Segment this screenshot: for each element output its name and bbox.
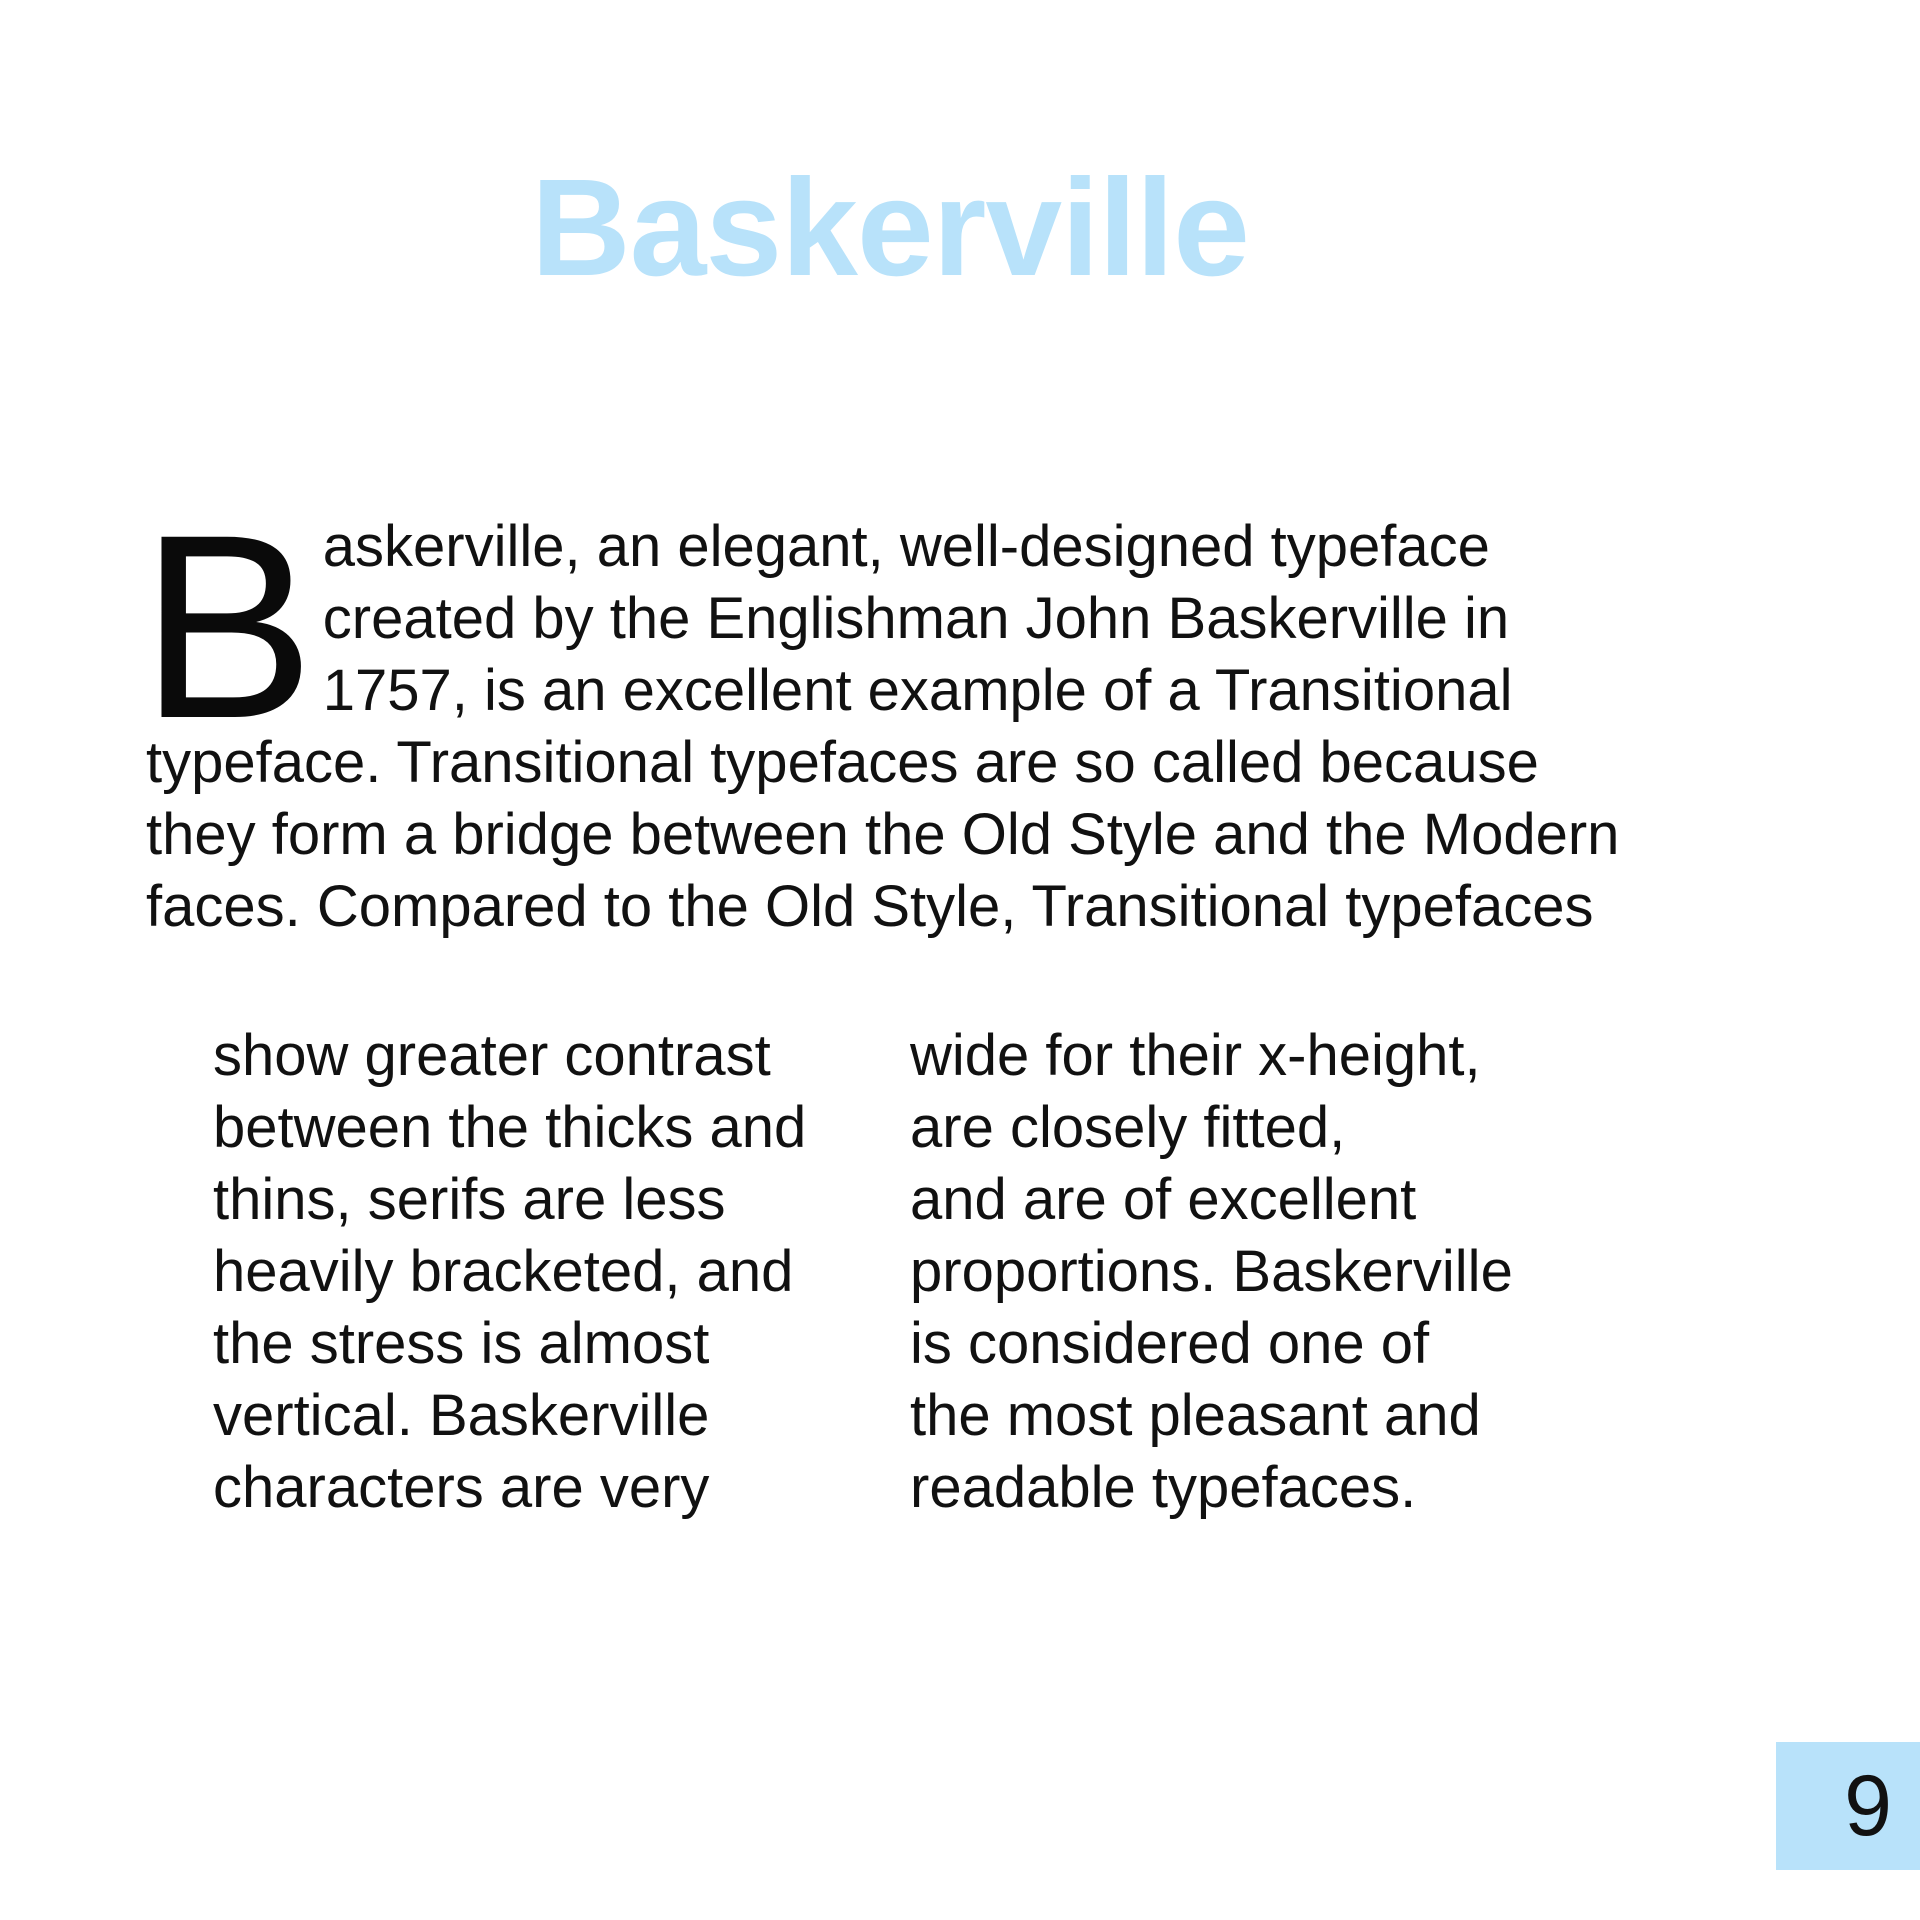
intro-line: they form a bridge between the Old Style and the Modern <box>146 802 1620 867</box>
column-line: show greater contrast <box>213 1023 771 1088</box>
column-line: heavily bracketed, and <box>213 1239 794 1304</box>
intro-line: typeface. Transitional typefaces are so called because <box>146 730 1539 795</box>
column-line: is considered one of <box>910 1311 1430 1376</box>
column-line: the stress is almost <box>213 1311 710 1376</box>
intro-line: faces. Compared to the Old Style, Transitional typefaces <box>146 874 1594 939</box>
intro-line: created by the Englishman John Baskerville in <box>322 586 1510 651</box>
drop-cap: B <box>140 480 315 773</box>
column-line: vertical. Baskerville <box>213 1383 710 1448</box>
page-number-box <box>1776 1742 1920 1870</box>
page-number: 9 <box>1844 1758 1892 1854</box>
column-line: between the thicks and <box>213 1095 807 1160</box>
column-line: proportions. Baskerville <box>910 1239 1513 1304</box>
right-text-column <box>910 1020 1513 1524</box>
column-line: wide for their x-height, <box>910 1023 1481 1088</box>
intro-line: 1757, is an excellent example of a Transitional <box>322 658 1513 723</box>
intro-paragraph <box>140 480 1706 943</box>
left-text-column <box>213 1020 806 1524</box>
column-line: are closely fitted, <box>910 1095 1346 1160</box>
column-line: and are of excellent <box>910 1167 1417 1232</box>
column-line: thins, serifs are less <box>213 1167 726 1232</box>
column-line: the most pleasant and <box>910 1383 1481 1448</box>
column-line: readable typefaces. <box>910 1455 1417 1520</box>
column-line: characters are very <box>213 1455 710 1520</box>
page-title: Baskerville <box>531 151 1249 305</box>
intro-line: askerville, an elegant, well-designed typeface <box>322 514 1490 579</box>
